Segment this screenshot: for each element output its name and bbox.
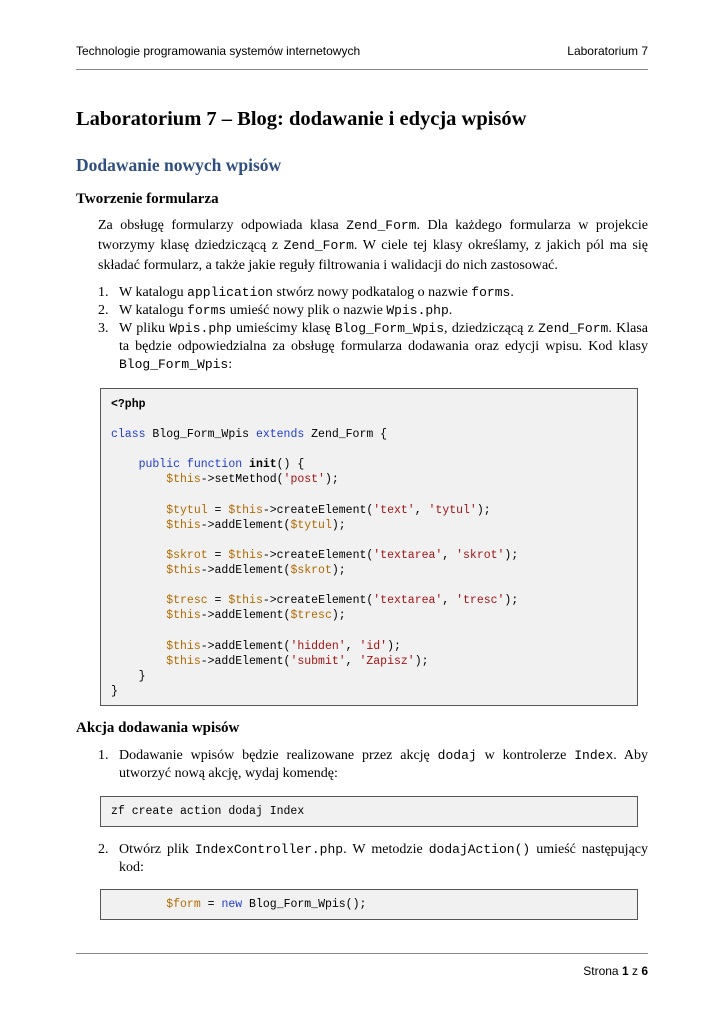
list-item: 2. Otwórz plik IndexController.php. W metodzie dodajAction() umieść następujący kod: xyxy=(98,842,648,875)
page-footer xyxy=(583,964,648,978)
list-item: 3. W pliku Wpis.php umieścimy klasę Blog_Form_Wpis, dziedziczącą z Zend_Form. Klasa ta będzie odpowiedzialna za obsługę formularza dodawania oraz edycji wpisu. Kod klasy Blog_Form_Wpis: xyxy=(98,321,648,372)
header-lab-number: Laboratorium 7 xyxy=(567,44,648,58)
footer-page-number: 1 xyxy=(621,964,629,978)
list-item: 1. W katalogu application stwórz nowy podkatalog o nazwie forms. xyxy=(98,285,514,300)
header-course-title: Technologie programowania systemów internetowych xyxy=(76,44,361,58)
header-rule xyxy=(76,69,648,70)
footer-rule xyxy=(76,953,648,954)
subsection-heading-form: Tworzenie formularza xyxy=(76,191,219,207)
section-heading: Dodawanie nowych wpisów xyxy=(76,155,282,175)
intro-paragraph: Za obsługę formularzy odpowiada klasa Zend_Form. Dla każdego formularza w projekcie tworzymy klasę dziedziczącą z Zend_Form. W ciele tej klasy określamy, z jakich pól ma się składać formularz, a także jakie reguły filtrowania i walidacji do nich zastosować. xyxy=(98,218,648,273)
code-block-form-class: <?php class Blog_Form_Wpis extends Zend_Form { public function init() { $this->setMethod('post'); $tytul = $this->createElement('text', 'tytul'); $this->addElement($tytul); $skrot = $this->createElement('textarea', 'skrot'); $this->addElement($skrot); $tresc = $this->createElement('textarea', 'tresc'); $this->addElement($tresc); $this->addElement('hidden', 'id'); $this->addElement('submit', 'Zapisz'); } } xyxy=(100,388,638,706)
code-block-command: zf create action dodaj Index xyxy=(100,796,638,827)
steps-list-action-2 xyxy=(98,841,648,877)
subsection-heading-add-action: Akcja dodawania wpisów xyxy=(76,720,240,736)
code-block-controller: $form = new Blog_Form_Wpis(); xyxy=(100,889,638,920)
footer-separator: z xyxy=(628,964,642,978)
list-item: 2. W katalogu forms umieść nowy plik o nazwie Wpis.php. xyxy=(98,303,453,318)
footer-page-total: 6 xyxy=(641,964,648,978)
page-title: Laboratorium 7 – Blog: dodawanie i edycja wpisów xyxy=(76,108,527,130)
steps-list xyxy=(98,284,648,374)
footer-label: Strona xyxy=(583,964,622,978)
list-item: 1. Dodawanie wpisów będzie realizowane przez akcję dodaj w kontrolerze Index. Aby utworzyć nową akcję, wydaj komendę: xyxy=(98,748,648,781)
steps-list-action xyxy=(98,747,648,783)
